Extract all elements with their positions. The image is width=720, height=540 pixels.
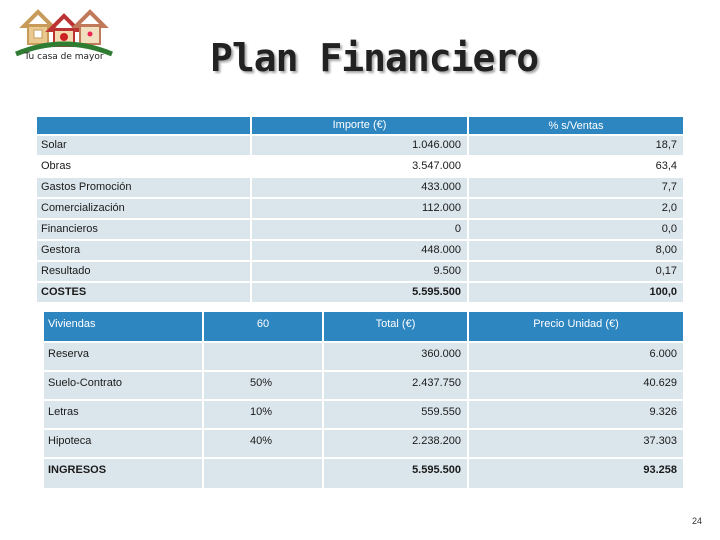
costs-row-label: Obras xyxy=(37,157,250,176)
income-header-total: Total (€) xyxy=(324,312,467,341)
income-row-total: 2.238.200 xyxy=(324,430,467,457)
income-total-pct xyxy=(204,459,322,488)
costs-row-pct: 2,0 xyxy=(469,199,683,218)
page-title: Plan Financiero xyxy=(210,36,539,80)
costs-row-importe: 112.000 xyxy=(252,199,467,218)
income-row-total: 559.550 xyxy=(324,401,467,428)
income-header-count: 60 xyxy=(204,312,322,341)
costs-total-pct: 100,0 xyxy=(469,283,683,302)
costs-total-label: COSTES xyxy=(37,283,250,302)
costs-row-pct: 0,0 xyxy=(469,220,683,239)
costs-row-importe: 433.000 xyxy=(252,178,467,197)
costs-row-pct: 63,4 xyxy=(469,157,683,176)
income-row-label: Suelo-Contrato xyxy=(44,372,202,399)
income-row-pct: 50% xyxy=(204,372,322,399)
costs-row-pct: 0,17 xyxy=(469,262,683,281)
costs-header-ventas: % s/Ventas xyxy=(469,117,683,134)
income-row-unit: 6.000 xyxy=(469,343,683,370)
income-row-pct xyxy=(204,343,322,370)
page-number: 24 xyxy=(691,516,702,526)
costs-row-label: Resultado xyxy=(37,262,250,281)
costs-row-label: Solar xyxy=(37,136,250,155)
costs-row-importe: 3.547.000 xyxy=(252,157,467,176)
income-row-total: 2.437.750 xyxy=(324,372,467,399)
income-row-label: Reserva xyxy=(44,343,202,370)
income-row-unit: 37.303 xyxy=(469,430,683,457)
costs-row-importe: 1.046.000 xyxy=(252,136,467,155)
logo-text: Tu casa de mayor xyxy=(24,52,104,62)
income-row-label: Letras xyxy=(44,401,202,428)
costs-row-importe: 0 xyxy=(252,220,467,239)
income-header-viviendas: Viviendas xyxy=(44,312,202,341)
income-header-precio: Precio Unidad (€) xyxy=(469,312,683,341)
income-row-label: Hipoteca xyxy=(44,430,202,457)
costs-row-pct: 18,7 xyxy=(469,136,683,155)
costs-total-importe: 5.595.500 xyxy=(252,283,467,302)
income-row-pct: 40% xyxy=(204,430,322,457)
costs-row-pct: 7,7 xyxy=(469,178,683,197)
income-row-unit: 9.326 xyxy=(469,401,683,428)
costs-row-importe: 9.500 xyxy=(252,262,467,281)
costs-row-label: Gastos Promoción xyxy=(37,178,250,197)
income-total-unit: 93.258 xyxy=(469,459,683,488)
costs-row-importe: 448.000 xyxy=(252,241,467,260)
income-total-label: INGRESOS xyxy=(44,459,202,488)
income-row-unit: 40.629 xyxy=(469,372,683,399)
costs-row-pct: 8,00 xyxy=(469,241,683,260)
costs-row-label: Financieros xyxy=(37,220,250,239)
income-total-total: 5.595.500 xyxy=(324,459,467,488)
costs-header-importe: Importe (€) xyxy=(252,117,467,134)
costs-row-label: Gestora xyxy=(37,241,250,260)
income-row-total: 360.000 xyxy=(324,343,467,370)
income-row-pct: 10% xyxy=(204,401,322,428)
costs-header-blank xyxy=(37,117,250,134)
costs-row-label: Comercialización xyxy=(37,199,250,218)
